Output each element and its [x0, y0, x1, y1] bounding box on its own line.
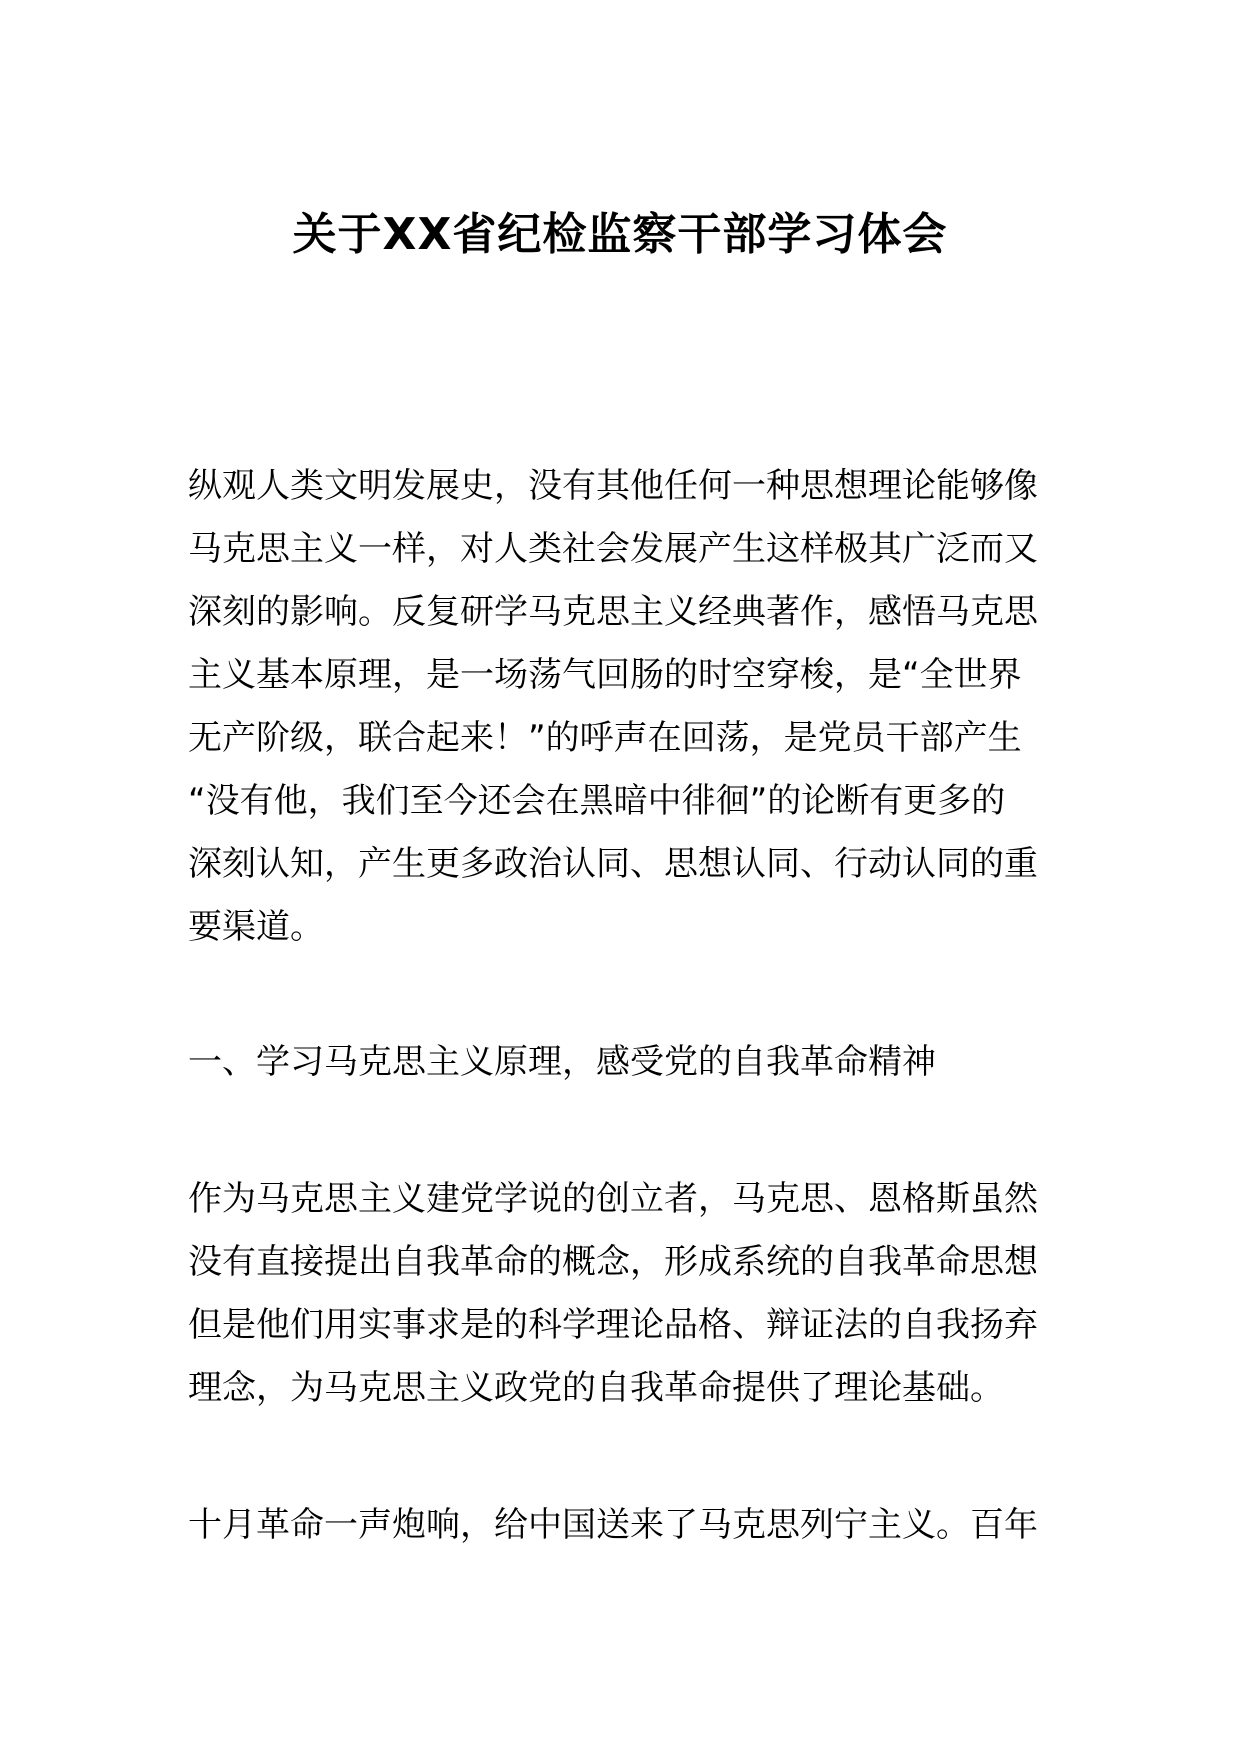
paragraph-1-line-7: 深刻认知，产生更多政治认同、思想认同、行动认同的重 — [188, 844, 1038, 884]
paragraph-1-line-1: 纵观人类文明发展史，没有其他任何一种思想理论能够像 — [188, 466, 1038, 506]
section-heading-1: 一、学习马克思主义原理，感受党的自我革命精神 — [188, 1042, 936, 1082]
paragraph-2-line-3: 但是他们用实事求是的科学理论品格、辩证法的自我扬弃 — [188, 1305, 1038, 1345]
paragraph-1-line-5: 无产阶级，联合起来！”的呼声在回荡，是党员干部产生 — [188, 718, 1022, 758]
paragraph-1-line-8: 要渠道。 — [188, 907, 324, 947]
document-title: 关于XX省纪检监察干部学习体会 — [292, 209, 948, 260]
paragraph-1-line-6: “没有他，我们至今还会在黑暗中徘徊”的论断有更多的 — [188, 781, 1006, 821]
paragraph-1-line-2: 马克思主义一样，对人类社会发展产生这样极其广泛而又 — [188, 529, 1038, 569]
paragraph-1-line-3: 深刻的影响。反复研学马克思主义经典著作，感悟马克思 — [188, 592, 1038, 632]
paragraph-3-line-1: 十月革命一声炮响，给中国送来了马克思列宁主义。百年 — [188, 1505, 1038, 1545]
paragraph-1-line-4: 主义基本原理，是一场荡气回肠的时空穿梭，是“全世界 — [188, 655, 1022, 695]
paragraph-2-line-1: 作为马克思主义建党学说的创立者，马克思、恩格斯虽然 — [188, 1179, 1038, 1219]
paragraph-2-line-4: 理念，为马克思主义政党的自我革命提供了理论基础。 — [188, 1368, 1004, 1408]
paragraph-2-line-2: 没有直接提出自我革命的概念，形成系统的自我革命思想 — [188, 1242, 1038, 1282]
